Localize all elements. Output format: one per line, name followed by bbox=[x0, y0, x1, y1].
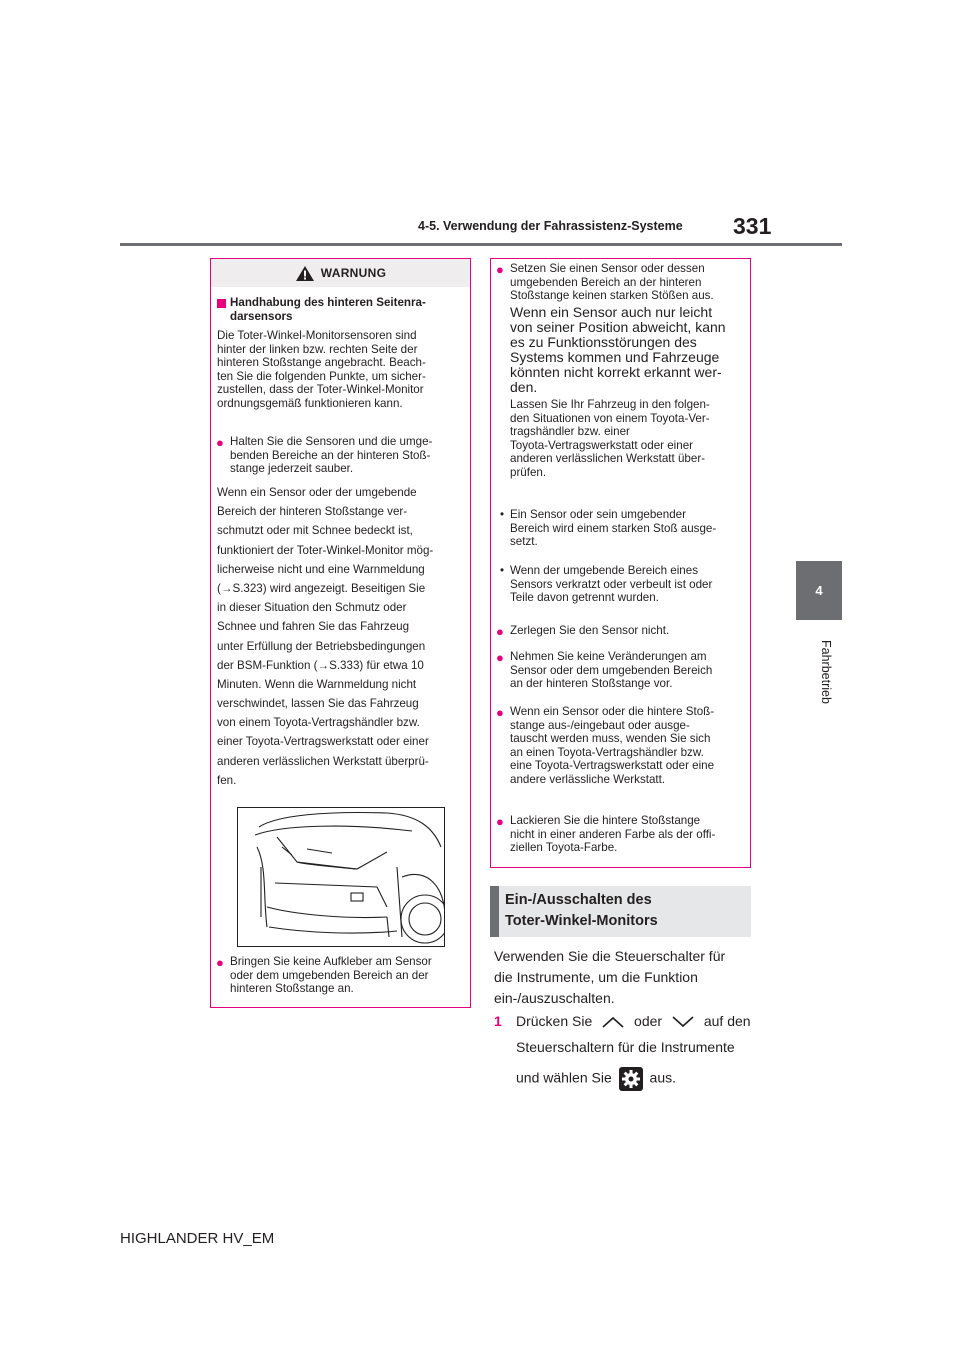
section-body: Verwenden Sie die Steuerschalter für die Instrumente, um die Funktion ein-/auszuschalten. bbox=[494, 948, 726, 1006]
chevron-down-icon bbox=[670, 1015, 696, 1029]
warning-paragraph: Wenn ein Sensor oder der umgebende Bereich der hinteren Stoßstange ver- schmutzt oder mit Schnee bedeckt ist, funktioniert der Toter-Winkel-Monitor mög- licherweise nicht und eine Warnmeldung (→S.323) wird angezeigt. Beseitigen Sie in dieser Situation den Schmutz oder Schnee und fahren Sie das Fahrzeug unter Erfüllung der Betriebsbedingungen der BSM-Funktion (→S.333) für etwa 10 Minuten. Wenn die Warnmeldung nicht verschwindet, lassen Sie das Fahrzeug von einem Toyota-Vertragshändler bzw. einer Toyota-Vertragswerkstatt oder einer anderen verlässlichen Werkstatt überprü- fen. bbox=[217, 486, 434, 787]
rear-bumper-illustration bbox=[237, 807, 445, 947]
step-text: oder bbox=[634, 1013, 663, 1029]
section-heading-bar bbox=[490, 886, 499, 937]
step-text: Drücken Sie bbox=[516, 1013, 593, 1029]
bullet-dot: ● bbox=[216, 955, 224, 970]
header-section-title: 4-5. Verwendung der Fahrassistenz-Systeme bbox=[418, 219, 683, 233]
chapter-tab bbox=[796, 561, 842, 620]
right-bullet-3: Nehmen Sie keine Veränderungen am Sensor oder dem umgebenden Bereich an der hinteren Stoßstange vor. bbox=[510, 650, 713, 690]
right-bullet-1-tail: Lassen Sie Ihr Fahrzeug in den folgen- den Situationen von einem Toyota-Ver- tragshändler bzw. einer Toyota-Vertragswerkstatt oder einer anderen verlässlichen Werkstatt über- prüfen. bbox=[510, 398, 710, 479]
warning-triangle-icon bbox=[295, 265, 315, 282]
square-bullet bbox=[217, 299, 226, 308]
bullet-dot: ● bbox=[496, 814, 504, 829]
chapter-number: 4 bbox=[815, 583, 823, 598]
sub-bullet-mark: • bbox=[500, 508, 505, 521]
step-line-1 bbox=[516, 1013, 751, 1029]
chapter-label: Fahrbetrieb bbox=[819, 640, 833, 704]
bullet-dot: ● bbox=[496, 650, 504, 665]
warning-intro: Die Toter-Winkel-Monitorsensoren sind hinter der linken bzw. rechten Seite der hinteren Stoßstange angebracht. Beach- ten Sie die folgenden Punkte, um sicher- zustellen, dass der Toter-Winkel-Monitor ordnungsgemäß funktionieren kann. bbox=[217, 329, 426, 410]
bullet-dot: ● bbox=[496, 624, 504, 639]
warning-bullet-1: Halten Sie die Sensoren und die umge- benden Bereiche an der hinteren Stoß- stange jederzeit sauber. bbox=[230, 435, 433, 475]
step-number: 1 bbox=[494, 1013, 502, 1029]
step-text: auf den bbox=[703, 1013, 751, 1029]
header-rule bbox=[120, 243, 842, 246]
step-line-3 bbox=[516, 1067, 676, 1091]
warning-label: WARNUNG bbox=[320, 266, 387, 280]
sub-bullet-mark: • bbox=[500, 564, 505, 577]
step-text: und wählen Sie bbox=[516, 1069, 612, 1086]
right-bullet-5: Lackieren Sie die hintere Stoßstange nicht in einer anderen Farbe als der offi- ziellen Toyota-Farbe. bbox=[510, 814, 716, 854]
bullet-dot: ● bbox=[496, 705, 504, 720]
section-heading bbox=[490, 886, 751, 937]
footer-model: HIGHLANDER HV_EM bbox=[120, 1230, 275, 1247]
warning-box-continued bbox=[490, 258, 751, 868]
right-bullet-1-emphasis: Wenn ein Sensor auch nur leicht von seiner Position abweicht, kann es zu Funktionsstörungen des Systems kommen und Fahrzeuge könnten nicht korrekt erkannt wer- den. bbox=[510, 304, 726, 395]
right-sub-bullet-1: Ein Sensor oder sein umgebender Bereich wird einem starken Stoß ausge- setzt. bbox=[510, 508, 717, 548]
warning-box bbox=[210, 258, 471, 1008]
section-title: Ein-/Ausschalten des Toter-Winkel-Monitors bbox=[505, 892, 658, 929]
warning-header bbox=[211, 259, 470, 287]
warning-bullet-2: Bringen Sie keine Aufkleber am Sensor oder dem umgebenden Bereich an der hinteren Stoßstange an. bbox=[230, 955, 432, 995]
step-text: aus. bbox=[649, 1069, 676, 1086]
right-bullet-4: Wenn ein Sensor oder die hintere Stoß- stange aus-/eingebaut oder ausge- tauscht werden muss, wenden Sie sich an einen Toyota-Vertragshändler bzw. eine Toyota-Vertragswerkstatt oder eine andere verlässliche Werkstatt. bbox=[510, 705, 715, 786]
step-line-2: Steuerschaltern für die Instrumente bbox=[516, 1039, 735, 1055]
warning-heading: Handhabung des hinteren Seitenra- darsensors bbox=[230, 296, 426, 323]
right-sub-bullet-2: Wenn der umgebende Bereich eines Sensors verkratzt oder verbeult ist oder Teile davon getrennt wurden. bbox=[510, 564, 713, 604]
page-number: 331 bbox=[733, 213, 772, 239]
bullet-dot: ● bbox=[216, 435, 224, 450]
right-bullet-2: Zerlegen Sie den Sensor nicht. bbox=[510, 624, 670, 637]
settings-gear-icon bbox=[619, 1067, 643, 1091]
chevron-up-icon bbox=[600, 1015, 626, 1029]
right-bullet-1: Setzen Sie einen Sensor oder dessen umgebenden Bereich an der hinteren Stoßstange keinen starken Stößen aus. bbox=[510, 262, 714, 302]
bullet-dot: ● bbox=[496, 262, 504, 277]
